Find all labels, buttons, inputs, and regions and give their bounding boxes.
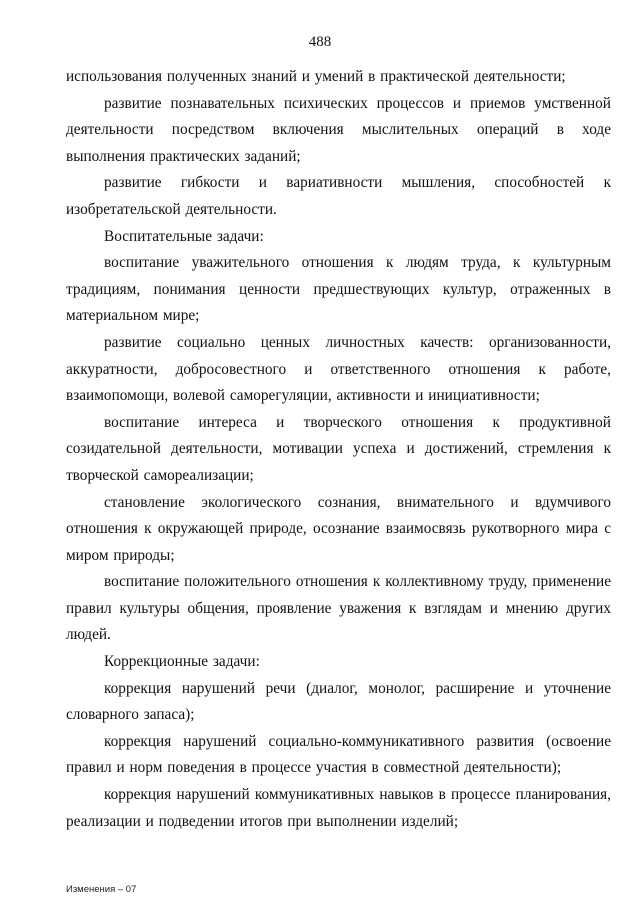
paragraph: развитие социально ценных личностных качеств: организованности, аккуратности, добросовестного и ответственного отношения к работе, взаимопомощи, волевой саморегуляции, активности и инициативности; <box>66 333 611 405</box>
footer-note: Изменения – 07 <box>66 884 137 895</box>
paragraph: воспитание уважительного отношения к людям труда, к культурным традициям, понимания ценности предшествующих культур, отраженных в материальном мире; <box>66 254 611 325</box>
section-heading: Воспитательные задачи: <box>104 227 264 245</box>
page-number: 488 <box>308 34 332 50</box>
paragraph: становление экологического сознания, внимательного и вдумчивого отношения к окружающей природе, осознание взаимосвязь рукотворного мира с миром природы; <box>66 493 611 564</box>
paragraph: воспитание интереса и творческого отношения к продуктивной созидательной деятельности, мотивации успеха и достижений, стремления к творческой самореализации; <box>66 413 611 484</box>
paragraph: развитие гибкости и вариативности мышления, способностей к изобретательской деятельности. <box>66 174 611 218</box>
section-heading: Коррекционные задачи: <box>104 653 260 671</box>
paragraph: коррекция нарушений социально-коммуникативного развития (освоение правил и норм поведения в процессе участия в совместной деятельности); <box>66 732 611 777</box>
paragraph: воспитание положительного отношения к коллективному труду, применение правил культуры общения, проявление уважения к взглядам и мнению других людей. <box>66 573 611 644</box>
paragraph: развитие познавательных психических процессов и приемов умственной деятельности посредством включения мыслительных операций в ходе выполнения практических заданий; <box>66 94 611 165</box>
paragraph: использования полученных знаний и умений в практической деятельности; <box>66 68 566 85</box>
paragraph: коррекция нарушений речи (диалог, монолог, расширение и уточнение словарного запаса); <box>66 679 611 724</box>
document-body <box>66 64 611 835</box>
paragraph: коррекция нарушений коммуникативных навыков в процессе планирования, реализации и подведении итогов при выполнении изделий; <box>66 786 611 830</box>
